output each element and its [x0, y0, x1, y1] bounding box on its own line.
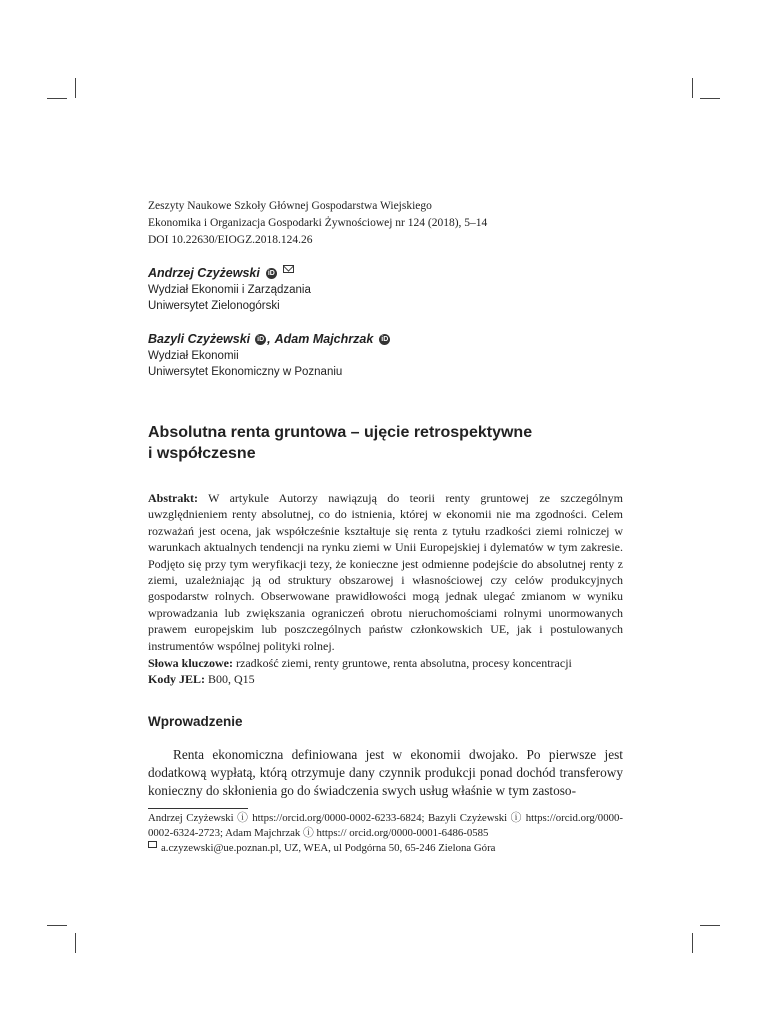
jel-text: B00, Q15	[208, 672, 255, 686]
crop-mark	[700, 98, 720, 99]
footnote-rule	[148, 808, 248, 809]
author-affiliation: Wydział Ekonomii i Zarządzania	[148, 284, 311, 296]
jel-label: Kody JEL:	[148, 672, 206, 686]
keywords-line	[148, 655, 623, 671]
crop-mark	[75, 933, 76, 953]
abstract-text: W artykule Autorzy nawiązują do teorii renty gruntowej ze szczególnym uwzględnieniem renty absolutnej, co do istnienia, której w ekonomii nie ma zgodności. Celem rozważań jest ocena, jak współcześnie kształtuje się renta z tytułu rzadkości ziemi rolniczej w warunkach aktualnych tendencji na rynku ziemi w Unii Europejskiej i dylematów w tym zakresie. Podjęto się przy tym weryfikacji tezy, że konieczne jest odmienne podejście do absolutnej renty z ziemi, uzależniając ją od struktury obszarowej i własnościowej czy celów produkcyjnych gospodarstw rolnych. Obserwowane prawidłowości mogą jednak ulegać zmianom w wyniku wprowadzania lub zwiększania ograniczeń obrotu nieruchomościami rolnymi unormowanych prawem europejskim lub poszczególnych państw członkowskich UE, jak i postulowanych instrumentów wspólnej polityki rolnej.	[148, 491, 623, 653]
orcid-icon[interactable]: iD	[257, 335, 265, 343]
keywords-block	[148, 655, 623, 687]
author-affiliation: Uniwersytet Ekonomiczny w Poznaniu	[148, 366, 343, 378]
journal-doi: DOI 10.22630/EIOGZ.2018.124.26	[148, 234, 313, 246]
orcid-icon[interactable]: iD	[381, 335, 389, 343]
jel-line	[148, 671, 623, 687]
author-name-line	[148, 330, 390, 348]
author-affiliation: Wydział Ekonomii	[148, 350, 239, 362]
crop-mark	[47, 98, 67, 99]
journal-header	[148, 198, 487, 249]
keywords-text: rzadkość ziemi, renty gruntowe, renta absolutna, procesy koncentracji	[236, 656, 572, 670]
author-block-2	[148, 330, 390, 380]
journal-series: Ekonomika i Organizacja Gospodarki Żywnościowej nr 124 (2018), 5–14	[148, 217, 488, 229]
crop-mark	[692, 933, 693, 953]
title-line: Absolutna renta gruntowa – ujęcie retrospektywne	[148, 424, 533, 441]
orcid-icon[interactable]: iD	[267, 269, 275, 277]
author-name: Bazyli Czyżewski	[148, 332, 251, 346]
footnote-orcid-line: Andrzej Czyżewski ⓘ https://orcid.org/0000-0002-6233-6824; Bazyli Czyżewski ⓘ https://orcid.org/0000-0002-6324-2723; Adam Majchrzak ⓘ https:// orcid.org/0000-0001-6486-0585	[148, 812, 623, 839]
keywords-label: Słowa kluczowe:	[148, 656, 233, 670]
envelope-icon	[148, 841, 157, 848]
author-name-line	[148, 264, 311, 282]
footnote	[148, 811, 623, 856]
footnote-contact: a.czyzewski@ue.poznan.pl, UZ, WEA, ul Podgórna 50, 65-246 Zielona Góra	[161, 842, 496, 854]
journal-name: Zeszyty Naukowe Szkoły Głównej Gospodarstwa Wiejskiego	[148, 200, 432, 212]
footnote-contact-line	[148, 841, 623, 856]
author-name: Andrzej Czyżewski	[148, 266, 260, 280]
crop-mark	[75, 78, 76, 98]
abstract-label: Abstrakt:	[148, 491, 198, 505]
section-heading: Wprowadzenie	[148, 714, 243, 729]
author-name: Adam Majchrzak	[274, 332, 374, 346]
abstract	[148, 490, 623, 654]
author-separator: ,	[267, 332, 271, 346]
author-affiliation: Uniwersytet Zielonogórski	[148, 300, 280, 312]
crop-mark	[700, 925, 720, 926]
author-block-1	[148, 264, 311, 314]
envelope-icon[interactable]	[283, 265, 294, 273]
crop-mark	[47, 925, 67, 926]
article-title	[148, 422, 618, 464]
title-line: i współczesne	[148, 445, 256, 462]
crop-mark	[692, 78, 693, 98]
section-paragraph: Renta ekonomiczna definiowana jest w ekonomii dwojako. Po pierwsze jest dodatkową wypłatą, którą otrzymuje dany czynnik produkcji ponad dochód transferowy konieczny do skłonienia go do świadczenia swych usług właśnie w tym zastoso-	[148, 747, 623, 798]
